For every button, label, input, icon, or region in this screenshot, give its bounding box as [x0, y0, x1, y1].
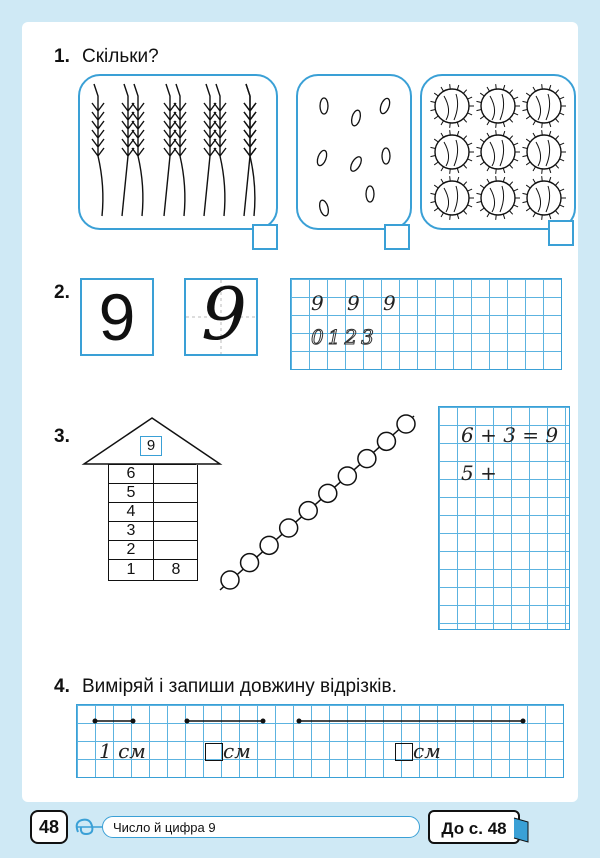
answer-box-wheat[interactable] — [252, 224, 278, 250]
task4-title: Виміряй і запиши довжину відрізків. — [82, 676, 397, 697]
task4-number: 4. — [54, 676, 70, 697]
segment-2-unit: см — [223, 739, 251, 763]
equation-2: 5 + — [461, 461, 497, 485]
grid-digit-3: 9 — [383, 291, 396, 315]
house-row-1: 6 — [108, 465, 198, 484]
segment-3-unit: см — [413, 739, 441, 763]
task3-number: 3. — [54, 426, 70, 447]
book-corner-icon — [512, 816, 532, 844]
segment-3-answer-box[interactable] — [395, 743, 413, 761]
script-digit-box — [184, 272, 258, 356]
house-row-6: 1 8 — [108, 560, 198, 581]
script-digit: 9 — [201, 272, 247, 356]
page-number: 48 — [30, 810, 68, 844]
roof-number: 9 — [140, 436, 162, 456]
task2-grid[interactable] — [290, 278, 562, 370]
bead-string-icon — [214, 410, 426, 596]
page-reference: До с. 48 — [428, 810, 520, 844]
dotted-digits: 0123 — [311, 325, 378, 349]
seeds-icon — [298, 76, 410, 228]
grid-digit-1: 9 — [311, 291, 324, 315]
task1-title: Скільки? — [82, 46, 159, 67]
segment-2-answer-box[interactable] — [205, 743, 223, 761]
chestnut-icon — [422, 76, 574, 228]
house-row-3: 4 — [108, 503, 198, 522]
paper-clip-icon — [72, 812, 104, 842]
answer-box-chestnuts[interactable] — [548, 220, 574, 246]
house-row-5: 2 — [108, 541, 198, 560]
task1-number: 1. — [54, 46, 70, 67]
chestnut-card — [420, 74, 576, 230]
wheat-icon — [80, 76, 276, 228]
equation-1: 6 + 3 = 9 — [461, 423, 559, 447]
task3-grid[interactable] — [438, 406, 570, 630]
house-row-4: 3 — [108, 522, 198, 541]
wheat-card — [78, 74, 278, 230]
topic-label: Число й цифра 9 — [102, 816, 420, 838]
task4-grid[interactable] — [76, 704, 564, 778]
segment-1-label: 1 см — [99, 739, 146, 763]
answer-box-seeds[interactable] — [384, 224, 410, 250]
printed-digit: 9 — [98, 280, 136, 354]
seeds-card — [296, 74, 412, 230]
task2-number: 2. — [54, 282, 70, 303]
house-row-2: 5 — [108, 484, 198, 503]
printed-digit-box — [80, 278, 154, 356]
segments-icon — [77, 705, 563, 777]
grid-digit-2: 9 — [347, 291, 360, 315]
